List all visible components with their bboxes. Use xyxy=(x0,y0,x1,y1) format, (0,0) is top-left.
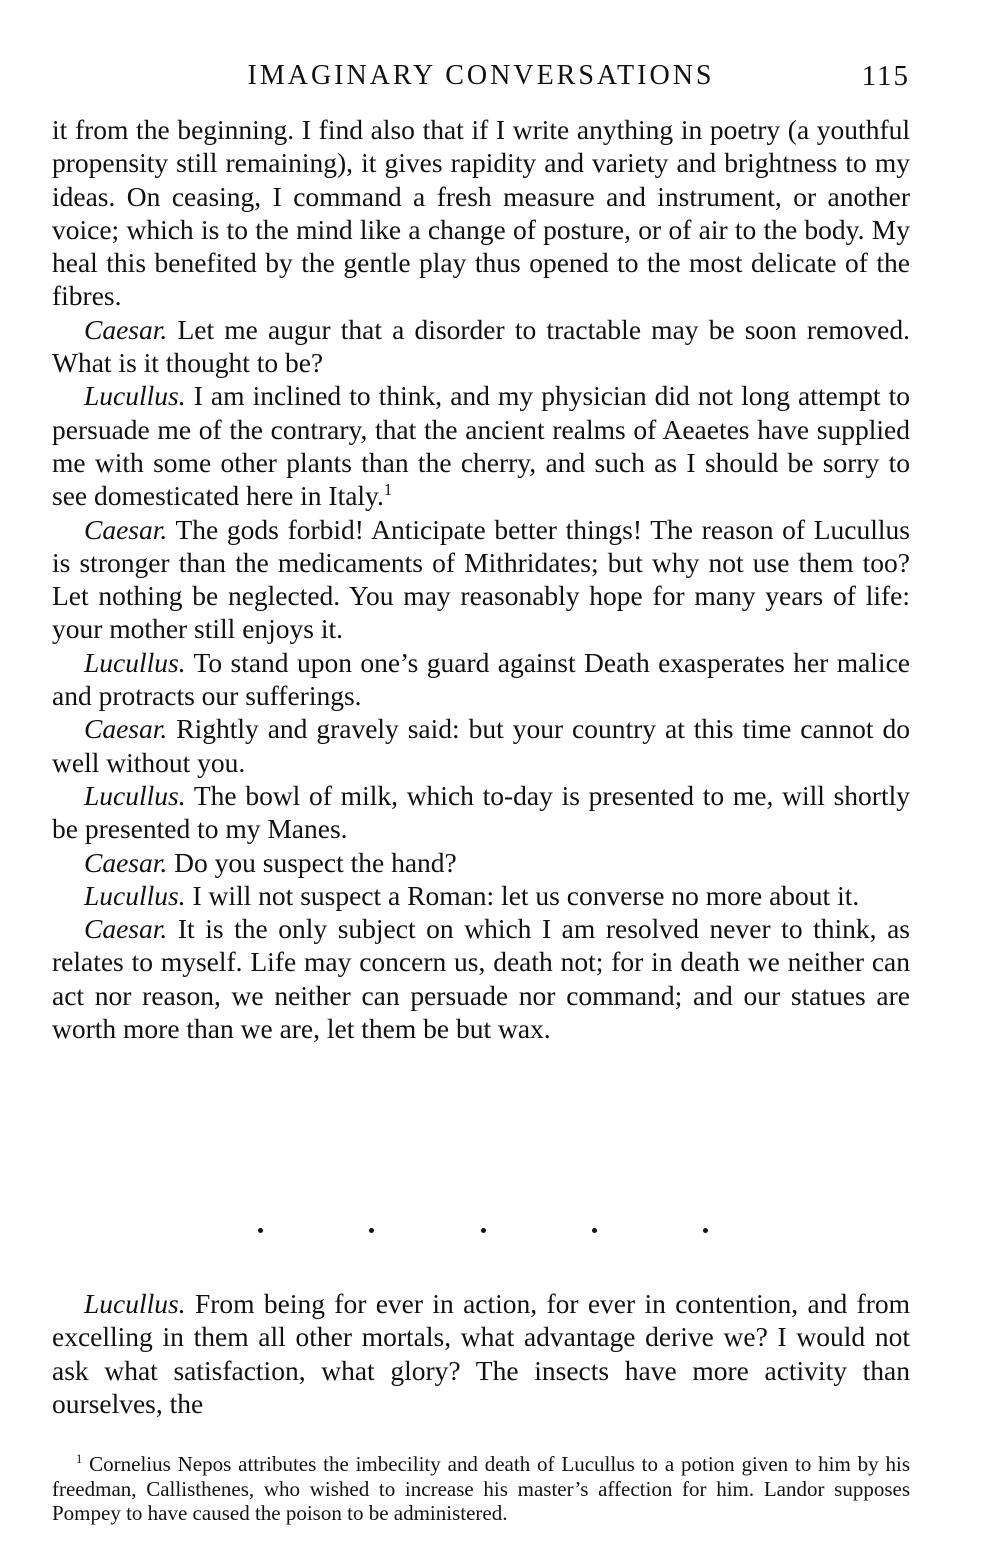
page-header xyxy=(52,56,910,96)
footnote-paragraph xyxy=(52,1452,910,1526)
footnote-mark: 1 xyxy=(76,1452,83,1466)
ellipsis-dot xyxy=(258,1228,263,1233)
speaker-name: Caesar. xyxy=(84,713,168,745)
footnote xyxy=(52,1452,910,1526)
paragraph-text: I will not suspect a Roman: let us converse no more about it. xyxy=(192,879,860,911)
paragraph-text: Let me augur that a disorder to tractable may be soon removed. What is it thought to be? xyxy=(52,313,911,379)
speaker-name: Lucullus. xyxy=(84,380,186,412)
paragraph-text: I am inclined to think, and my physician did not long attempt to persuade me of the contrary, that the ancient realms of Aeaetes have supplied me with some other plants than the cherry, and such as I should be sorry to see domesticated here in Italy. xyxy=(52,380,910,512)
paragraph xyxy=(52,1287,910,1420)
page-number: 115 xyxy=(861,60,910,92)
paragraph xyxy=(52,513,910,646)
dialogue-text xyxy=(52,113,910,1045)
speaker-name: Lucullus. xyxy=(84,646,186,678)
ellipsis-dot xyxy=(703,1228,708,1233)
ellipsis-dot xyxy=(481,1228,486,1233)
speaker-name: Caesar. xyxy=(84,313,168,345)
paragraph-text: it from the beginning. I find also that if I write anything in poetry (a youthful propensity still remaining), it gives rapidity and variety and brightness to my ideas. On ceasing, I command a fresh measure and instrument, or another voice; which is to the mind like a change of posture, or of air to the body. My heal this benefited by the gentle play thus opened to the most delicate of the fibres. xyxy=(52,114,910,312)
paragraph xyxy=(52,879,910,912)
paragraph-text: Rightly and gravely said: but your country at this time cannot do well without you. xyxy=(52,713,911,778)
paragraph xyxy=(52,646,910,713)
speaker-name: Lucullus. xyxy=(84,879,186,911)
paragraph xyxy=(52,779,910,846)
paragraph-text: The bowl of milk, which to-day is presented to me, will shortly be presented to my Manes. xyxy=(52,779,910,845)
paragraph-text: To stand upon one’s guard against Death exasperates her malice and protracts our sufferings. xyxy=(52,646,910,712)
paragraph-text: Do you suspect the hand? xyxy=(174,846,457,878)
paragraph-text: It is the only subject on which I am resolved never to think, as relates to myself. Life may concern us, death not; for in death we neither can act nor reason, we neither can persuade nor command; and our statues are worth more than we are, let them be but wax. xyxy=(52,913,910,1045)
paragraph xyxy=(52,912,910,1045)
paragraph xyxy=(52,846,910,879)
footnote-reference: 1 xyxy=(383,480,393,500)
dialogue-text-continued xyxy=(52,1287,910,1420)
ellipsis-dot xyxy=(369,1228,374,1233)
section-break xyxy=(258,1228,708,1233)
paragraph xyxy=(52,379,910,512)
speaker-name: Caesar. xyxy=(84,513,168,545)
speaker-name: Lucullus. xyxy=(84,1288,186,1319)
speaker-name: Lucullus. xyxy=(84,779,186,811)
paragraph xyxy=(52,712,910,779)
paragraph-text: From being for ever in action, for ever in contention, and from excelling in them all other mortals, what advantage derive we? I would not ask what satisfaction, what glory? The insects have more activity than ourselves, the xyxy=(52,1288,911,1419)
running-title: IMAGINARY CONVERSATIONS xyxy=(247,60,715,91)
footnote-text: Cornelius Nepos attributes the imbecility and death of Lucullus to a potion given to him by his freedman, Callisthenes, who wished to increase his master’s affection for him. Landor supposes Pompey to have caused the poison to be administered. xyxy=(52,1452,911,1525)
paragraph xyxy=(52,113,910,313)
paragraph-text: The gods forbid! Anticipate better things! The reason of Lucullus is stronger than the medicaments of Mithridates; but why not use them too? Let nothing be neglected. You may reasonably hope for many years of life: your mother still enjoys it. xyxy=(52,513,910,645)
ellipsis-dot xyxy=(592,1228,597,1233)
speaker-name: Caesar. xyxy=(84,846,168,878)
paragraph xyxy=(52,313,910,380)
speaker-name: Caesar. xyxy=(84,913,168,945)
